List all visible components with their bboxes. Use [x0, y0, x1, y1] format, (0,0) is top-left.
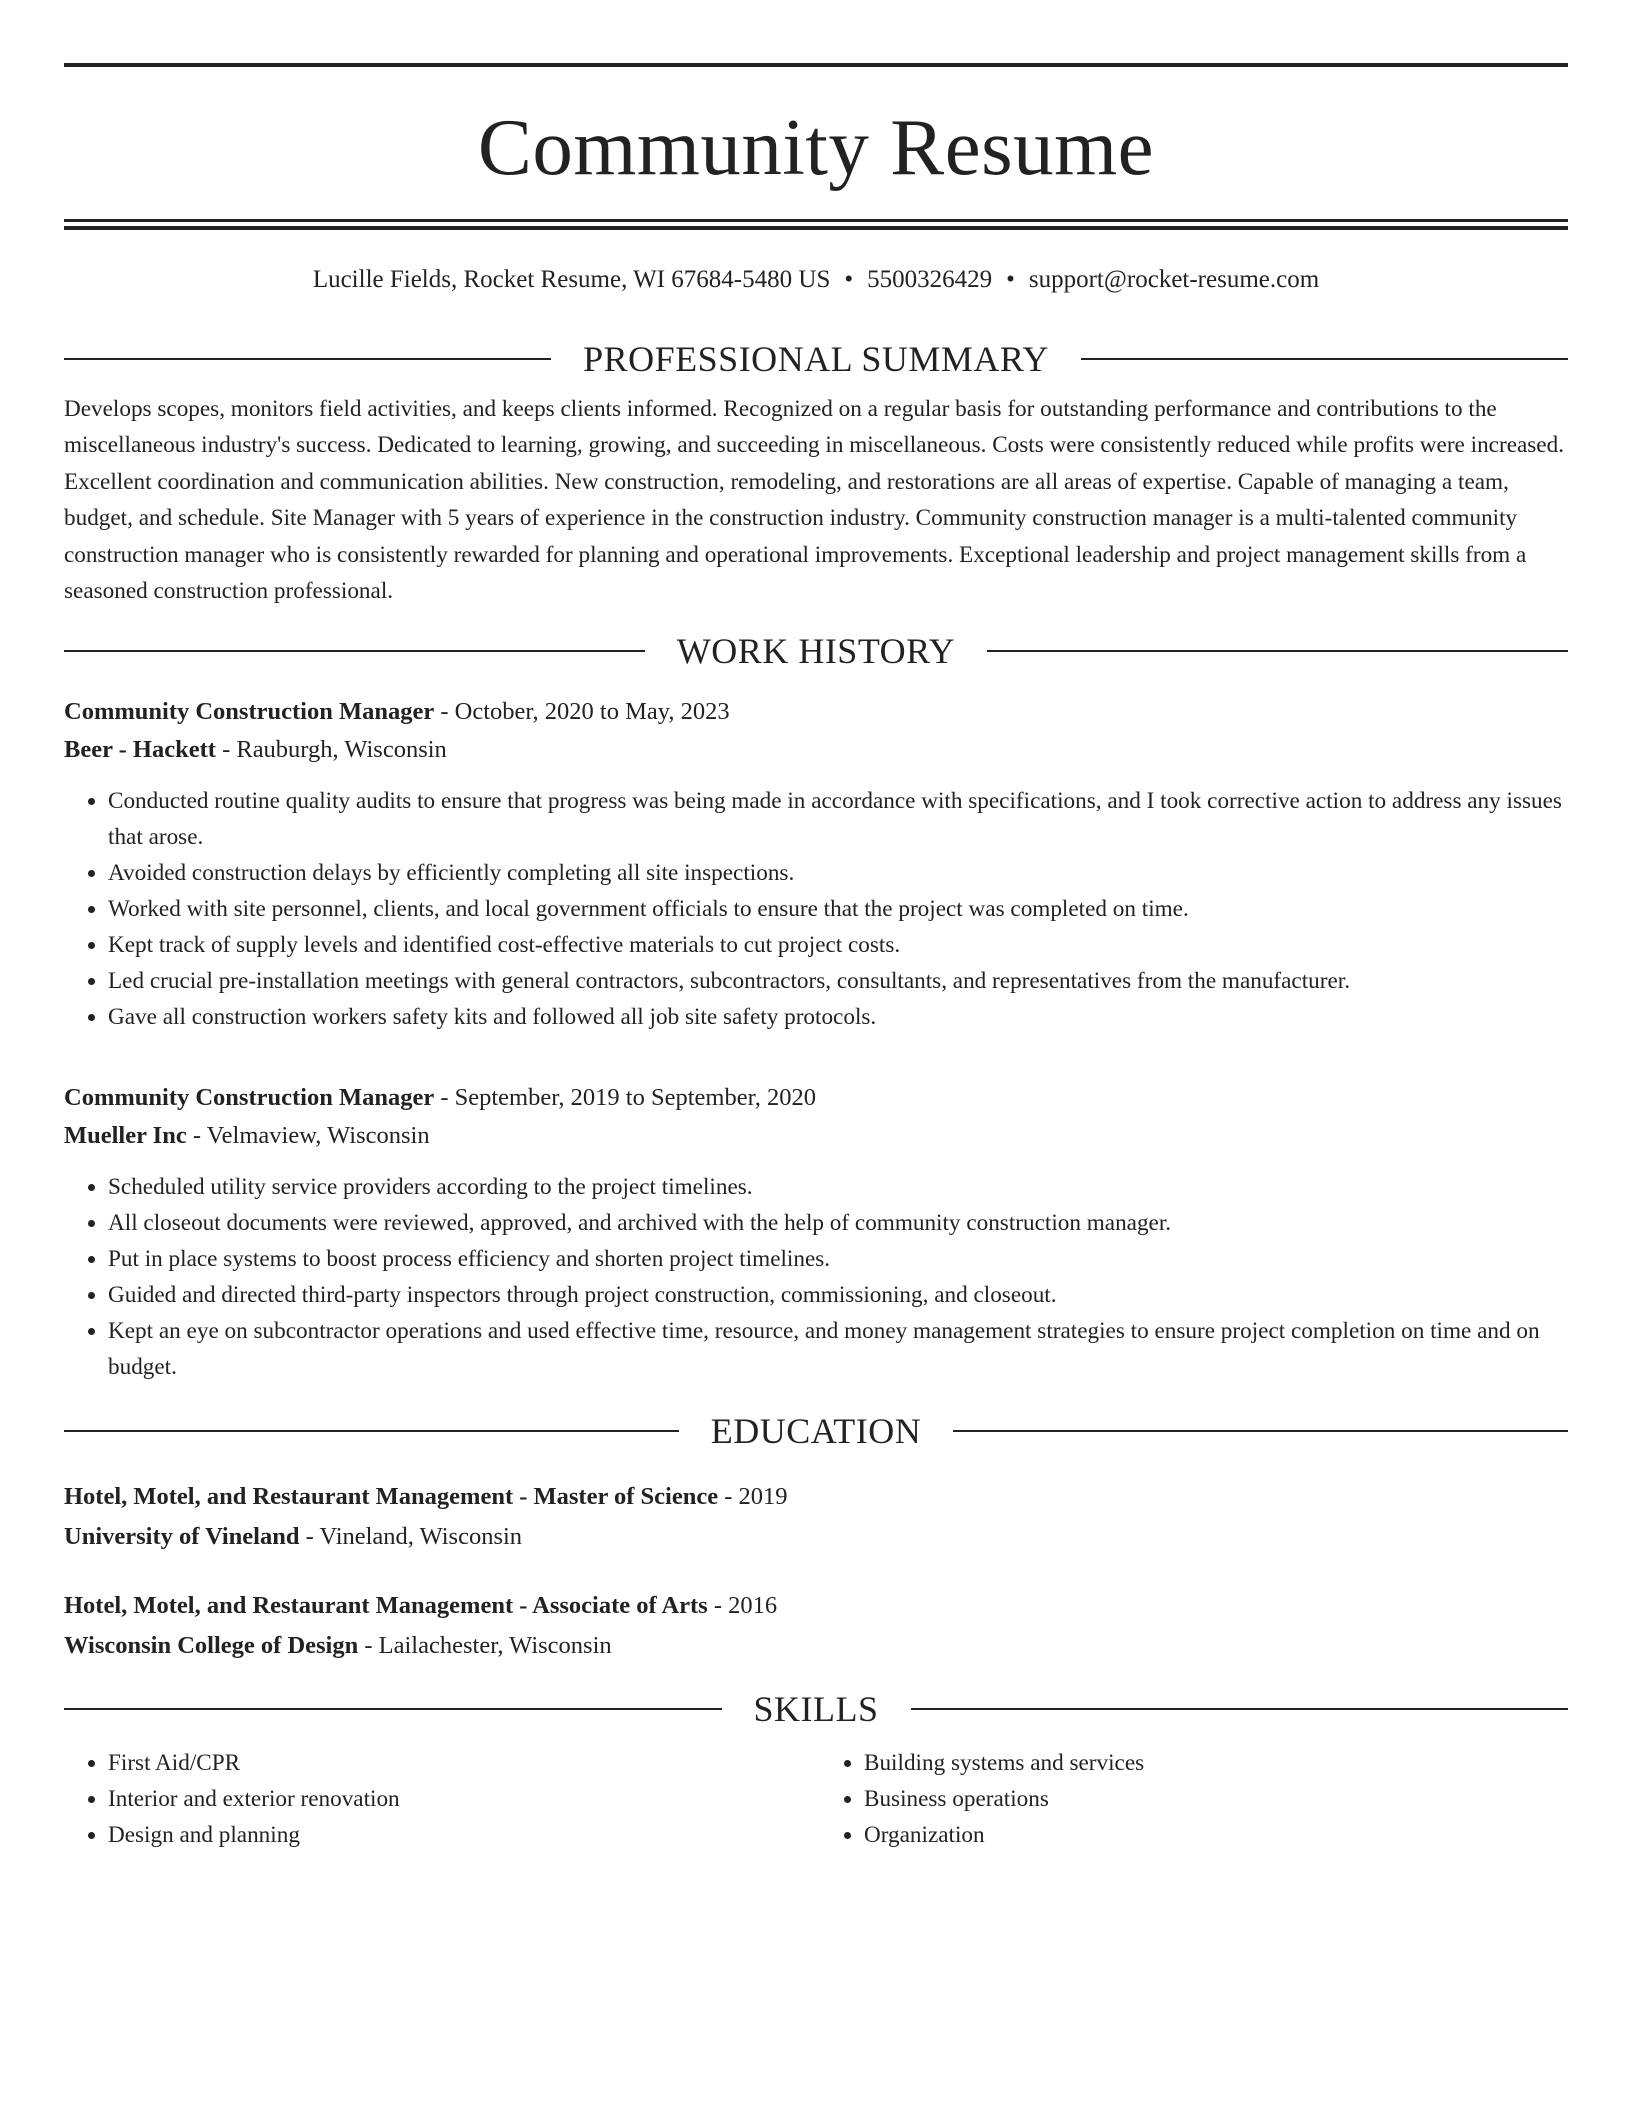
education-entry: [64, 1586, 1568, 1665]
skills-columns: [64, 1745, 1568, 1853]
skills-section-header: [64, 1687, 1568, 1731]
section-divider: [64, 1430, 679, 1432]
job-bullet: • Scheduled utility service providers according to the project timelines.: [108, 1169, 1568, 1205]
job-bullet: • Conducted routine quality audits to ensure that progress was being made in accordance with specifications, and I took corrective action to address any issues that arose.: [108, 783, 1568, 855]
job-company: Beer - Hackett: [64, 736, 216, 764]
summary-text: Develops scopes, monitors field activities, and keeps clients informed. Recognized on a regular basis for outstanding performance and contributions to the miscellaneous industry's success. Dedicated to learning, growing, and succeeding in miscellaneous. Costs were consistently reduced while profits were increased. Excellent coordination and communication abilities. New construction, remodeling, and restorations are all areas of expertise. Capable of managing a team, budget, and schedule. Site Manager with 5 years of experience in the construction industry. Community construction manager is a multi-talented community construction manager who is consistently rewarded for planning and operational improvements. Exceptional leadership and project management skills from a seasoned construction professional.: [64, 396, 1564, 605]
contact-separator: •: [1006, 266, 1015, 293]
job-bullet: • Worked with site personnel, clients, and local government officials to ensure that the project was completed on time.: [108, 891, 1568, 927]
education-school-line: [64, 1517, 1568, 1557]
contact-address: Lucille Fields, Rocket Resume, WI 67684-5480 US: [312, 266, 831, 293]
skills-list-left: [64, 1745, 812, 1853]
education-degree: Hotel, Motel, and Restaurant Management - Master of Science: [64, 1483, 719, 1511]
contact-phone: 5500326429: [867, 266, 993, 293]
education-entry: [64, 1477, 1568, 1556]
education-location: - Vineland, Wisconsin: [299, 1522, 523, 1550]
job-title: Community Construction Manager: [64, 698, 435, 726]
job-company-line: [64, 1117, 1568, 1155]
education-degree-line: [64, 1586, 1568, 1626]
work-section-header: [64, 629, 1568, 673]
job-bullet: • Avoided construction delays by efficiently completing all site inspections.: [108, 855, 1568, 891]
education-year: - 2016: [707, 1592, 778, 1620]
resume-title: Community Resume: [477, 102, 1155, 192]
section-divider: [64, 1708, 722, 1710]
job-entry: [64, 693, 1568, 1035]
section-divider: [64, 358, 551, 360]
job-entry: [64, 1079, 1568, 1385]
job-title-line: [64, 693, 1568, 731]
job-dates: - October, 2020 to May, 2023: [434, 698, 730, 726]
education-school-line: [64, 1626, 1568, 1666]
education-degree: Hotel, Motel, and Restaurant Management - Associate of Arts: [64, 1592, 708, 1620]
education-location: - Lailachester, Wisconsin: [358, 1631, 612, 1659]
education-heading: EDUCATION: [710, 1411, 922, 1452]
job-bullet-list: [64, 783, 1568, 1035]
section-divider: [64, 650, 645, 652]
job-title: Community Construction Manager: [64, 1084, 435, 1112]
section-divider: [987, 650, 1568, 652]
top-rule: [64, 63, 1568, 67]
job-bullet: • Kept an eye on subcontractor operations and used effective time, resource, and money management strategies to ensure project completion on time and on budget.: [108, 1313, 1568, 1385]
section-divider: [953, 1430, 1568, 1432]
job-bullet: • Kept track of supply levels and identified cost-effective materials to cut project costs.: [108, 927, 1568, 963]
job-company-line: [64, 731, 1568, 769]
summary-section-header: [64, 337, 1568, 381]
work-heading: WORK HISTORY: [676, 631, 956, 672]
job-location: - Rauburgh, Wisconsin: [215, 736, 447, 764]
title-double-rule: [64, 219, 1568, 230]
skills-list-right: [812, 1745, 1568, 1853]
job-bullet: • Gave all construction workers safety kits and followed all job site safety protocols.: [108, 999, 1568, 1035]
skills-heading: SKILLS: [753, 1689, 879, 1730]
section-divider: [911, 1708, 1569, 1710]
job-bullet: • Put in place systems to boost process efficiency and shorten project timelines.: [108, 1241, 1568, 1277]
education-school: Wisconsin College of Design: [64, 1631, 359, 1659]
job-company: Mueller Inc: [64, 1122, 187, 1150]
summary-heading: PROFESSIONAL SUMMARY: [583, 339, 1049, 379]
skill-item: • Interior and exterior renovation: [108, 1781, 812, 1817]
skill-item: • Building systems and services: [864, 1745, 1568, 1781]
education-year: - 2019: [718, 1483, 788, 1511]
job-bullet-list: [64, 1169, 1568, 1385]
job-dates: - September, 2019 to September, 2020: [434, 1084, 817, 1112]
job-bullet: • All closeout documents were reviewed, approved, and archived with the help of community construction manager.: [108, 1205, 1568, 1241]
job-title-line: [64, 1079, 1568, 1117]
section-divider: [1081, 358, 1568, 360]
skill-item: • Design and planning: [108, 1817, 812, 1853]
contact-email: support@rocket-resume.com: [1028, 266, 1320, 293]
skill-item: • Business operations: [864, 1781, 1568, 1817]
job-bullet: • Led crucial pre-installation meetings with general contractors, subcontractors, consultants, and representatives from the manufacturer.: [108, 963, 1568, 999]
skill-item: • Organization: [864, 1817, 1568, 1853]
skill-item: • First Aid/CPR: [108, 1745, 812, 1781]
job-location: - Velmaview, Wisconsin: [186, 1122, 430, 1150]
education-degree-line: [64, 1477, 1568, 1517]
contact-separator: •: [844, 266, 854, 293]
education-section-header: [64, 1409, 1568, 1453]
education-school: University of Vineland: [64, 1522, 300, 1550]
job-bullet: • Guided and directed third-party inspectors through project construction, commissioning, and closeout.: [108, 1277, 1568, 1313]
contact-line: [64, 263, 1568, 297]
